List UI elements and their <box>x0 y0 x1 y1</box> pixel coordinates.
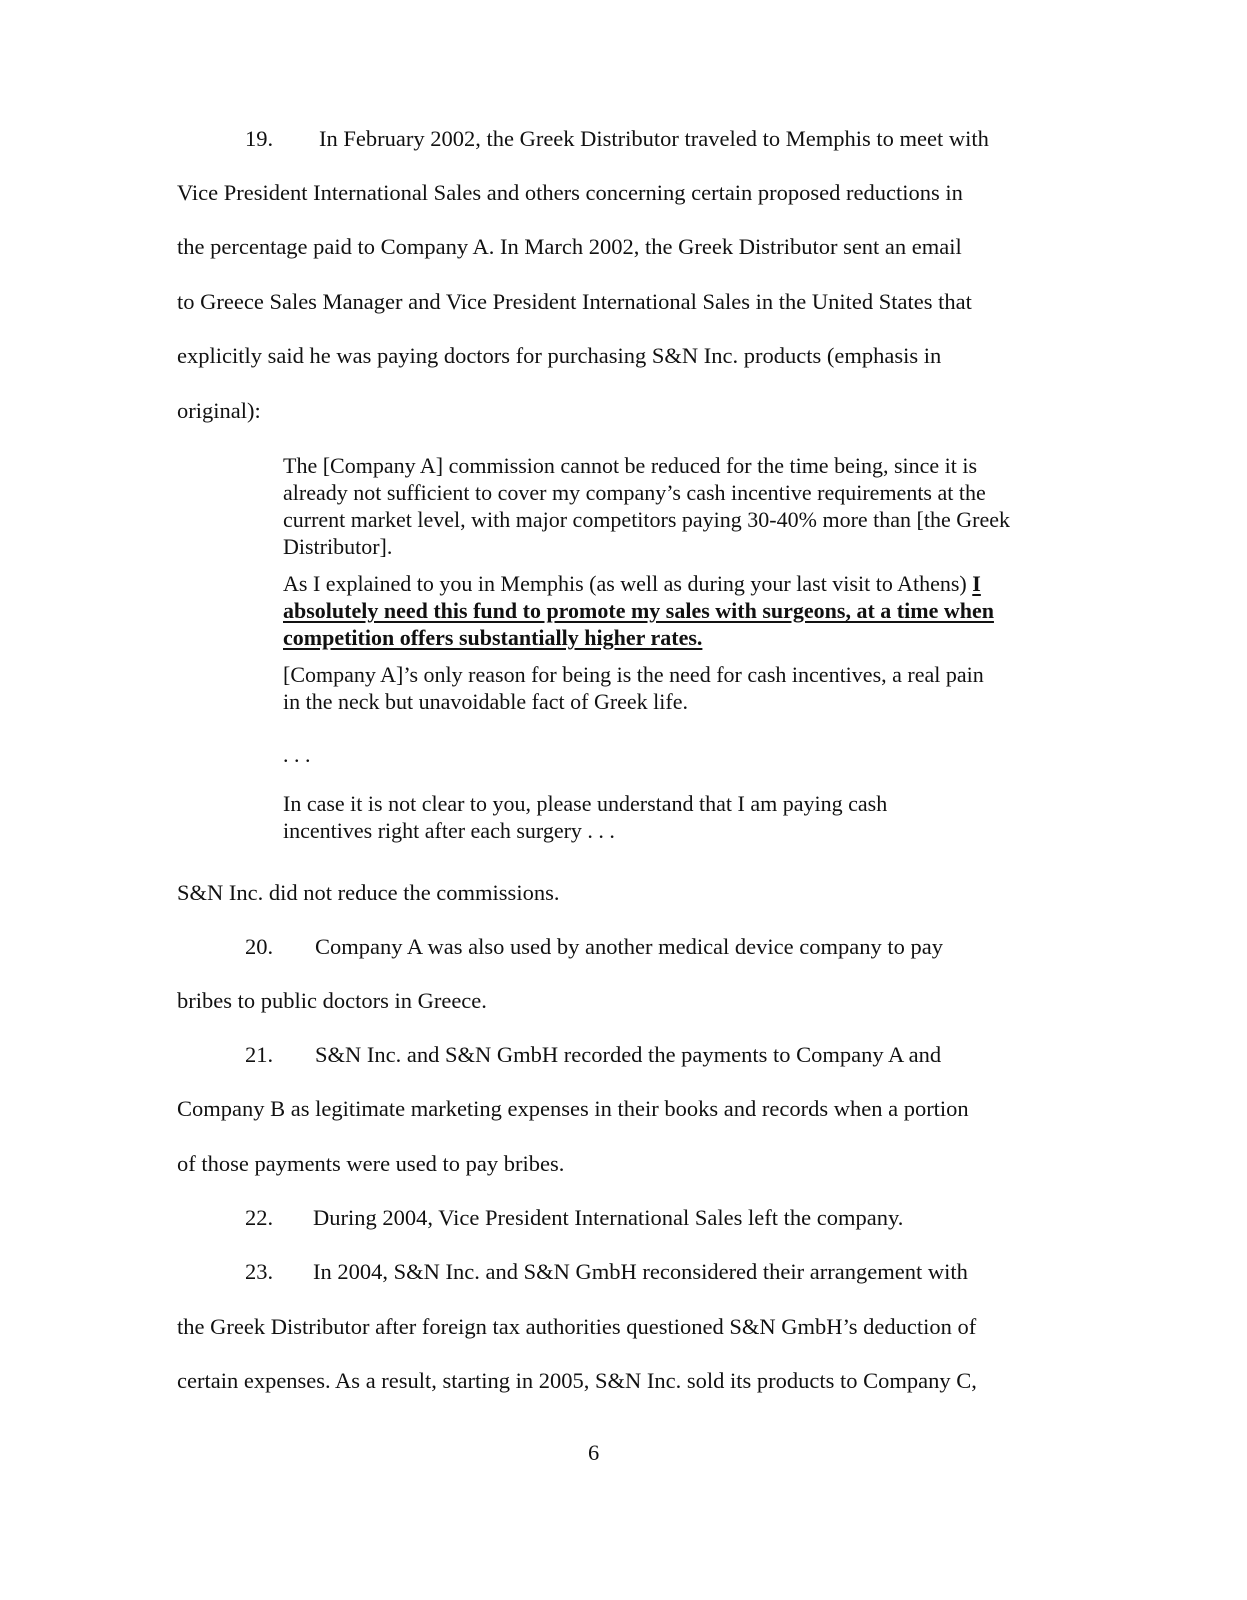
paragraph-19-line-6: original): <box>177 398 261 423</box>
paragraph-20-line-1: Company A was also used by another medical device company to pay <box>315 934 943 959</box>
quote-paragraph-4: In case it is not clear to you, please understand that I am paying cash incentives right after each surgery . . . <box>283 791 888 843</box>
quote-paragraph-3: [Company A]’s only reason for being is the need for cash incentives, a real pain in the neck but unavoidable fact of Greek life. <box>283 662 984 714</box>
quote-paragraph-1: The [Company A] commission cannot be reduced for the time being, since it is already not sufficient to cover my company’s cash incentive requirements at the current market level, with major competitors paying 30-40% more than [the Greek Distributor]. <box>283 453 1010 559</box>
paragraph-number-20: 20. <box>245 934 274 959</box>
quote-paragraph-2-lead: As I explained to you in Memphis (as well as during your last visit to Athens) <box>283 571 967 596</box>
after-quote-line: S&N Inc. did not reduce the commissions. <box>177 880 560 905</box>
paragraph-22-line-1: During 2004, Vice President International Sales left the company. <box>313 1205 904 1230</box>
paragraph-number-23: 23. <box>245 1259 274 1284</box>
quote-ellipsis: . . . <box>283 742 311 767</box>
paragraph-23-line-2: the Greek Distributor after foreign tax authorities questioned S&N GmbH’s deduction of <box>177 1314 977 1339</box>
paragraph-number-19: 19. <box>245 126 274 151</box>
paragraph-21-line-1: S&N Inc. and S&N GmbH recorded the payments to Company A and <box>315 1042 942 1067</box>
email-quote-block <box>283 452 1043 844</box>
paragraph-19-line-5: explicitly said he was paying doctors for purchasing S&N Inc. products (emphasis in <box>177 343 942 368</box>
paragraph-21-line-2: Company B as legitimate marketing expenses in their books and records when a portion <box>177 1096 969 1121</box>
paragraph-19-line-1: In February 2002, the Greek Distributor traveled to Memphis to meet with <box>319 126 989 151</box>
paragraph-number-21: 21. <box>245 1042 274 1067</box>
paragraph-23-line-1: In 2004, S&N Inc. and S&N GmbH reconsidered their arrangement with <box>313 1259 968 1284</box>
paragraph-19-line-2: Vice President International Sales and others concerning certain proposed reductions in <box>177 180 963 205</box>
paragraph-19-line-3: the percentage paid to Company A. In March 2002, the Greek Distributor sent an email <box>177 234 962 259</box>
paragraph-21-line-3: of those payments were used to pay bribes. <box>177 1151 565 1176</box>
quote-paragraph-2 <box>283 570 1003 651</box>
page-number: 6 <box>588 1440 600 1465</box>
paragraph-19-line-4: to Greece Sales Manager and Vice President International Sales in the United States that <box>177 289 972 314</box>
paragraph-20-line-2: bribes to public doctors in Greece. <box>177 988 487 1013</box>
paragraph-number-22: 22. <box>245 1205 274 1230</box>
quote-emphasis-text: I absolutely need this fund to promote my sales with surgeons, at a time when competition offers substantially higher rates. <box>283 571 994 650</box>
paragraph-23-line-3: certain expenses. As a result, starting in 2005, S&N Inc. sold its products to Company C, <box>177 1368 977 1393</box>
